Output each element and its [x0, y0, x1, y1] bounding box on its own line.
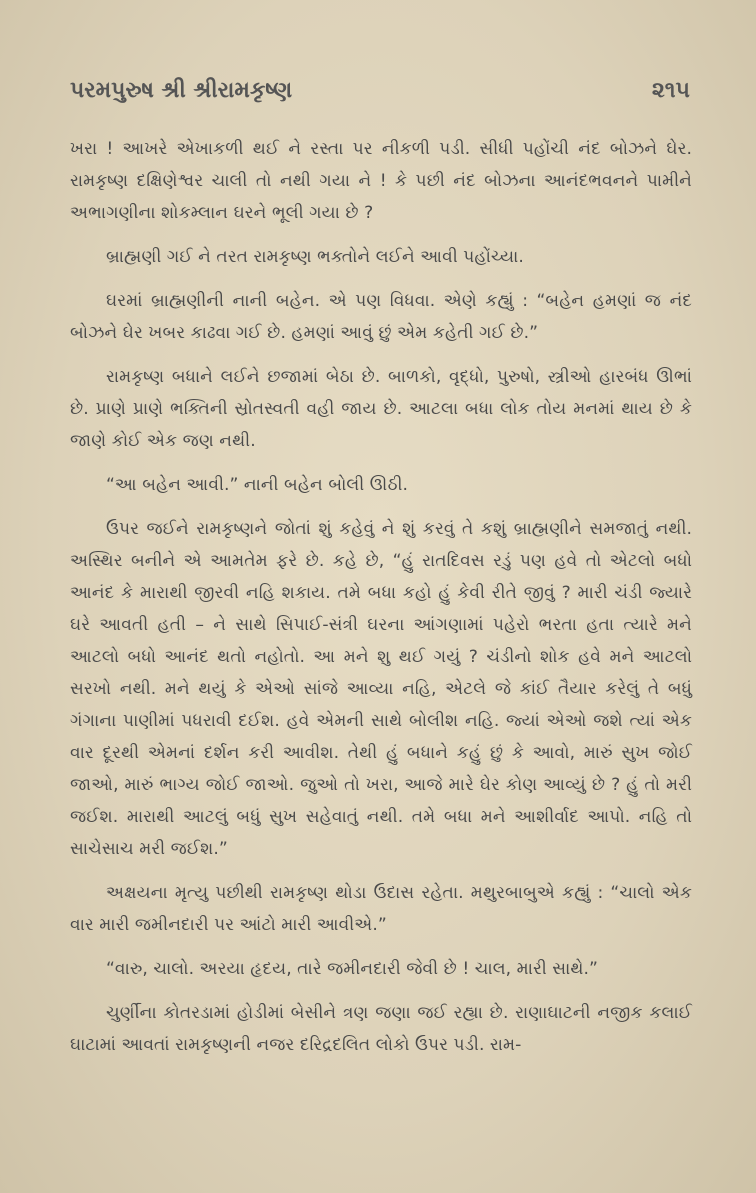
paragraph: અક્ષયના મૃત્યુ પછીથી રામકૃષ્ણ થોડા ઉદાસ રહેતા. મથુરબાબુએ કહ્યું : “ચાલો એક વાર મારી જમીનદારી પર આંટો મારી આવીએ.” — [70, 883, 692, 935]
paragraph: ઘરમાં બ્રાહ્મણીની નાની બહેન. એ પણ વિધવા. એણે કહ્યું : “બહેન હમણાં જ નંદ બોઝને ઘેર ખબર કાઢવા ગઈ છે. હમણાં આવું છું એમ કહેતી ગઈ છે.” — [70, 291, 692, 343]
paragraph: “વારુ, ચાલો. અરયા હૃદય, તારે જમીનદારી જેવી છે ! ચાલ, મારી સાથે.” — [106, 959, 598, 979]
book-title: પરમપુરુષ શ્રી શ્રીરામકૃષ્ણ — [70, 78, 293, 103]
body-text — [70, 133, 692, 1061]
paragraph: બ્રાહ્મણી ગઈ ને તરત રામકૃષ્ણ ભક્તોને લઈને આવી પહોંચ્યા. — [106, 247, 524, 267]
paragraph: “આ બહેન આવી.” નાની બહેન બોલી ઊઠી. — [106, 475, 408, 495]
paragraph: ચુર્ણીના કોતરડામાં હોડીમાં બેસીને ત્રણ જણા જઈ રહ્યા છે. રાણાઘાટની નજીક કલાઈ ઘાટામાં આવતાં રામકૃષ્ણની નજર દરિદ્રદલિત લોકો ઉપર પડી. રામ- — [70, 1003, 692, 1055]
running-header — [70, 78, 692, 103]
paragraph: રામકૃષ્ણ બધાને લઈને છજામાં બેઠા છે. બાળકો, વૃદ્ધો, પુરુષો, સ્ત્રીઓ હારબંધ ઊભાં છે. પ્રાણે પ્રાણે ભક્તિની સ્રોતસ્વતી વહી જાય છે. આટલા બધા લોક તોય મનમાં થાય છે કે જાણે કોઈ એક જણ નથી. — [70, 367, 692, 451]
paragraph: ખરા ! આખરે એખાકળી થઈ ને રસ્તા પર નીકળી પડી. સીધી પહોંચી નંદ બોઝને ઘેર. રામકૃષ્ણ દક્ષિણેશ્વર ચાલી તો નથી ગયા ને ! કે પછી નંદ બોઝના આનંદભવનને પામીને અભાગણીના શોકમ્લાન ઘરને ભૂલી ગયા છે ? — [70, 139, 692, 223]
page-number: ૨૧૫ — [651, 78, 690, 103]
paragraph: ઉપર જઈને રામકૃષ્ણને જોતાં શું કહેવું ને શું કરવું તે કશું બ્રાહ્મણીને સમજાતું નથી. અસ્થિર બનીને એ આમતેમ ફરે છે. કહે છે, “હું રાતદિવસ રડું પણ હવે તો એટલો બધો આનંદ કે મારાથી જીરવી નહિ શકાય. તમે બધા કહો હું કેવી રીતે જીવું ? મારી ચંડી જ્યારે ઘરે આવતી હતી – ને સાથે સિપાઈ-સંત્રી ઘરના આંગણામાં પહેરો ભરતા હતા ત્યારે મને આટલો બધો આનંદ થતો નહોતો. આ મને શુ થઈ ગયું ? ચંડીનો શોક હવે મને આટલો સરખો નથી. મને થયું કે એઓ સાંજે આવ્યા નહિ, એટલે જે કાંઈ તૈયાર કરેલું તે બધું ગંગાના પાણીમાં પધરાવી દઈશ. હવે એમની સાથે બોલીશ નહિ. જ્યાં એઓ જશે ત્યાં એક વાર દૂરથી એમનાં દર્શન કરી આવીશ. તેથી હું બધાને કહું છું કે આવો, મારું સુખ જોઈ જાઓ, મારું ભાગ્ય જોઈ જાઓ. જુઓ તો ખરા, આજે મારે ઘેર કોણ આવ્યું છે ? હું તો મરી જઈશ. મારાથી આટલું બધું સુખ સહેવાતું નથી. તમે બધા મને આશીર્વાદ આપો. નહિ તો સાચેસાચ મરી જઈશ.” — [70, 519, 692, 859]
